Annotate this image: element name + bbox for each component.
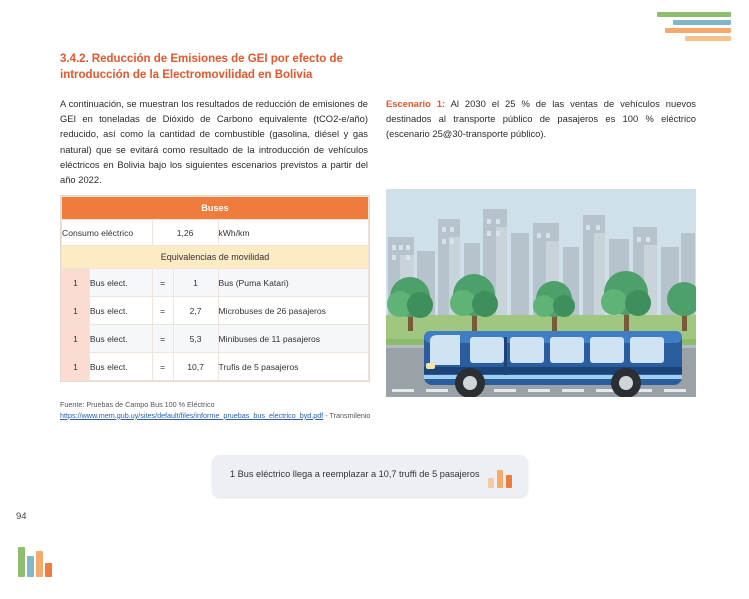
- header-bar-light-orange: [685, 36, 731, 41]
- page-title: [60, 52, 380, 83]
- scenario-label: Escenario 1:: [386, 98, 446, 109]
- row-unit: Bus elect.: [89, 269, 152, 297]
- row-description: Microbuses de 26 pasajeros: [218, 297, 369, 325]
- callout-bar-3: [506, 475, 512, 488]
- section-number: 3.4.2.: [60, 53, 89, 65]
- header-decoration: [651, 12, 731, 42]
- row-equals: =: [152, 325, 173, 353]
- source-link[interactable]: https://www.mem.gub.uy/sites/default/files/informe_pruebas_bus_electrico_byd.pdf: [60, 410, 324, 420]
- header-bar-blue: [673, 20, 731, 25]
- callout-bar-2: [497, 470, 503, 488]
- footer-bar-dark-orange: [45, 563, 52, 577]
- row-equals: =: [152, 297, 173, 325]
- row-factor: 5,3: [173, 325, 218, 353]
- footer-bar-orange: [36, 551, 43, 577]
- consumption-label: Consumo eléctrico: [62, 220, 153, 246]
- callout-box: [212, 455, 528, 497]
- row-description: Trufis de 5 pasajeros: [218, 353, 369, 381]
- row-equals: =: [152, 269, 173, 297]
- row-qty: 1: [62, 297, 90, 325]
- scenario-paragraph: [386, 96, 696, 142]
- consumption-unit: kWh/km: [218, 220, 369, 246]
- header-bar-green: [657, 12, 731, 17]
- table-row: [62, 297, 369, 325]
- table-row: [62, 353, 369, 381]
- row-equals: =: [152, 353, 173, 381]
- header-bar-orange: [665, 28, 731, 33]
- table-row: [62, 325, 369, 353]
- row-qty: 1: [62, 269, 90, 297]
- row-description: Minibuses de 11 pasajeros: [218, 325, 369, 353]
- callout-bar-1: [488, 478, 494, 488]
- row-qty: 1: [62, 325, 90, 353]
- footer-bar-blue: [27, 556, 34, 577]
- source-prefix: Fuente: Pruebas de Campo Bus 100 % Eléctrico: [60, 400, 215, 409]
- callout-text: 1 Bus eléctrico llega a reemplazar a 10,7 truffi de 5 pasajeros: [230, 469, 480, 479]
- footer-logo-icon: [18, 547, 52, 577]
- scenario-text: Al 2030 el 25 % de las ventas de vehículos nuevos destinados al transporte público de pasajeros es 100 % eléctrico (escenario 25@30-transporte público).: [386, 98, 696, 140]
- section-title-text: Reducción de Emisiones de GEI por efecto de introducción de la Electromovilidad en Bolivia: [60, 53, 343, 81]
- table-row: [62, 269, 369, 297]
- row-factor: 2,7: [173, 297, 218, 325]
- row-unit: Bus elect.: [89, 297, 152, 325]
- bus-illustration: [386, 189, 696, 397]
- source-note: [60, 400, 372, 422]
- source-suffix: - Transmilenio: [323, 410, 371, 420]
- intro-paragraph: A continuación, se muestran los resultados de reducción de emisiones de GEI en toneladas de Dióxido de Carbono equivalente (tCO2-e/año) reducido, así como la cantidad de combustible (gasolina, diésel y gas natural) que se evitará como resultado de la introducción de vehículos eléctricos en Bolivia bajo los siguientes escenarios previstos a partir del año 2022.: [60, 98, 368, 186]
- bus-equivalence-table: [60, 195, 370, 382]
- row-factor: 10,7: [173, 353, 218, 381]
- row-qty: 1: [62, 353, 90, 381]
- table-header-buses: Buses: [62, 197, 369, 220]
- row-unit: Bus elect.: [89, 353, 152, 381]
- callout-bars-icon: [488, 466, 514, 488]
- row-factor: 1: [173, 269, 218, 297]
- row-unit: Bus elect.: [89, 325, 152, 353]
- page-number: 94: [16, 511, 27, 522]
- table-subheader-equivalencias: Equivalencias de movilidad: [62, 246, 369, 269]
- row-description: Bus (Puma Katari): [218, 269, 369, 297]
- footer-bar-green: [18, 547, 25, 577]
- consumption-value: 1,26: [152, 220, 218, 246]
